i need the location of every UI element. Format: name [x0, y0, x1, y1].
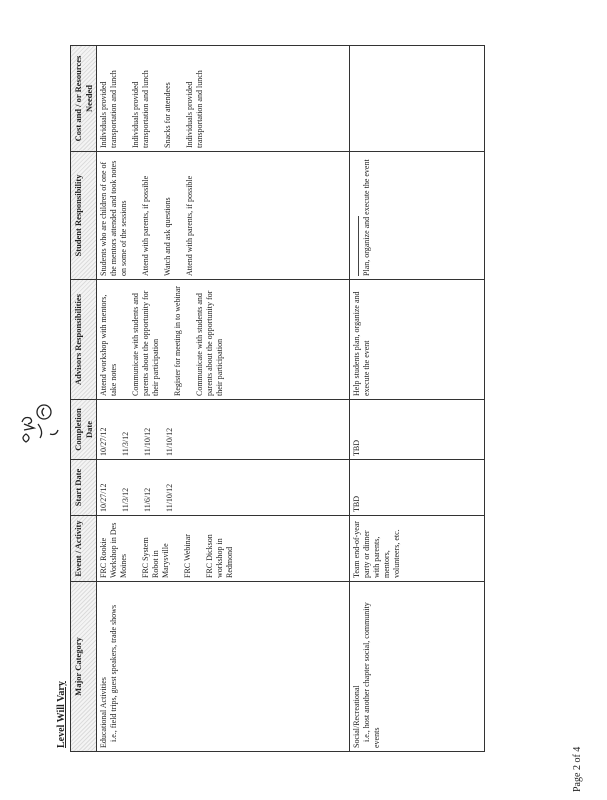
category-title: Social/Recreational [352, 685, 362, 748]
advisor-task: Communicate with students and parents about the opportunity for their participation [195, 290, 225, 396]
col-header-advisors: Advisors Responsibilities [71, 280, 97, 400]
category-cell [350, 582, 485, 752]
student-task: Attend with parents, if possible [185, 175, 195, 276]
category-sub: i.e., field trips, guest speakers, trade shows [109, 604, 119, 742]
cost-item: Snacks for attendees [163, 82, 173, 148]
start-date: TBD [352, 496, 362, 512]
completion-date: 11/10/12 [143, 427, 153, 456]
student-task: Plan, organize and execute the event [362, 159, 372, 276]
start-cell [350, 460, 485, 516]
blank-line [358, 216, 359, 276]
table-row [350, 46, 485, 752]
event-item: FRC Webinar [183, 534, 193, 578]
col-header-start: Start Date [71, 460, 97, 516]
advisor-task: Attend workshop with mentors, take notes [99, 294, 119, 396]
start-cell [97, 460, 350, 516]
start-date: 10/27/12 [99, 483, 109, 512]
category-sub: i.e., host another chapter social, community events [362, 602, 382, 748]
event-item: Team end-of-year party or dinner with parents, mentors, volunteers, etc. [352, 521, 402, 578]
col-header-completion: Completion Date [71, 400, 97, 460]
event-item: FRC Dickson workshop in Redmond [205, 534, 235, 578]
event-cell [350, 516, 485, 582]
event-cell [97, 516, 350, 582]
student-task: Students who are children of one of the mentors attended and took notes on some of the sessions [99, 160, 129, 276]
start-date: 11/3/12 [121, 487, 131, 512]
advisor-task: Communicate with students and parents about the opportunity for their participation [131, 290, 161, 396]
advisor-task: Help students plan, organize and execute the event [352, 291, 372, 396]
cost-cell [97, 46, 350, 152]
activity-plan-table-container [70, 46, 497, 752]
students-cell [97, 152, 350, 280]
completion-date: 10/27/12 [99, 427, 109, 456]
cost-item: Individuals provided transportation and lunch [99, 70, 119, 148]
start-date: 11/6/12 [143, 487, 153, 512]
completion-date: TBD [352, 440, 362, 456]
completion-cell [97, 400, 350, 460]
cost-cell [350, 46, 485, 152]
col-header-category: Major Category [71, 582, 97, 752]
page-number: Page 2 of 4 [572, 746, 583, 792]
students-cell [350, 152, 485, 280]
category-cell [97, 582, 350, 752]
event-item: FRC System Robot in Marysville [141, 537, 171, 578]
advisors-cell [350, 280, 485, 400]
advisors-cell [97, 280, 350, 400]
cost-item: Individuals provided transportation and lunch [185, 70, 205, 148]
table-header-row [71, 46, 97, 752]
start-date: 11/10/12 [165, 483, 175, 512]
completion-date: 11/10/12 [165, 427, 175, 456]
table-row [97, 46, 350, 752]
category-title: Educational Activities [99, 677, 109, 748]
level-note: Level Will Vary [56, 681, 67, 748]
student-task: Attend with parents, if possible [141, 175, 151, 276]
completion-cell [350, 400, 485, 460]
cost-item: Individuals provided transportation and lunch [131, 70, 151, 148]
col-header-event: Event / Activity [71, 516, 97, 582]
completion-date: 11/3/12 [121, 431, 131, 456]
event-item: FRC Rookie Workshop in Des Moines [99, 522, 129, 578]
col-header-cost: Cost and / or Resources Needed [71, 46, 97, 152]
advisor-task: Register for meeting in to webinar [173, 286, 183, 396]
activity-plan-table [70, 45, 485, 752]
student-task: Watch and ask questions [163, 197, 173, 276]
col-header-students: Student Responsibility [71, 152, 97, 280]
